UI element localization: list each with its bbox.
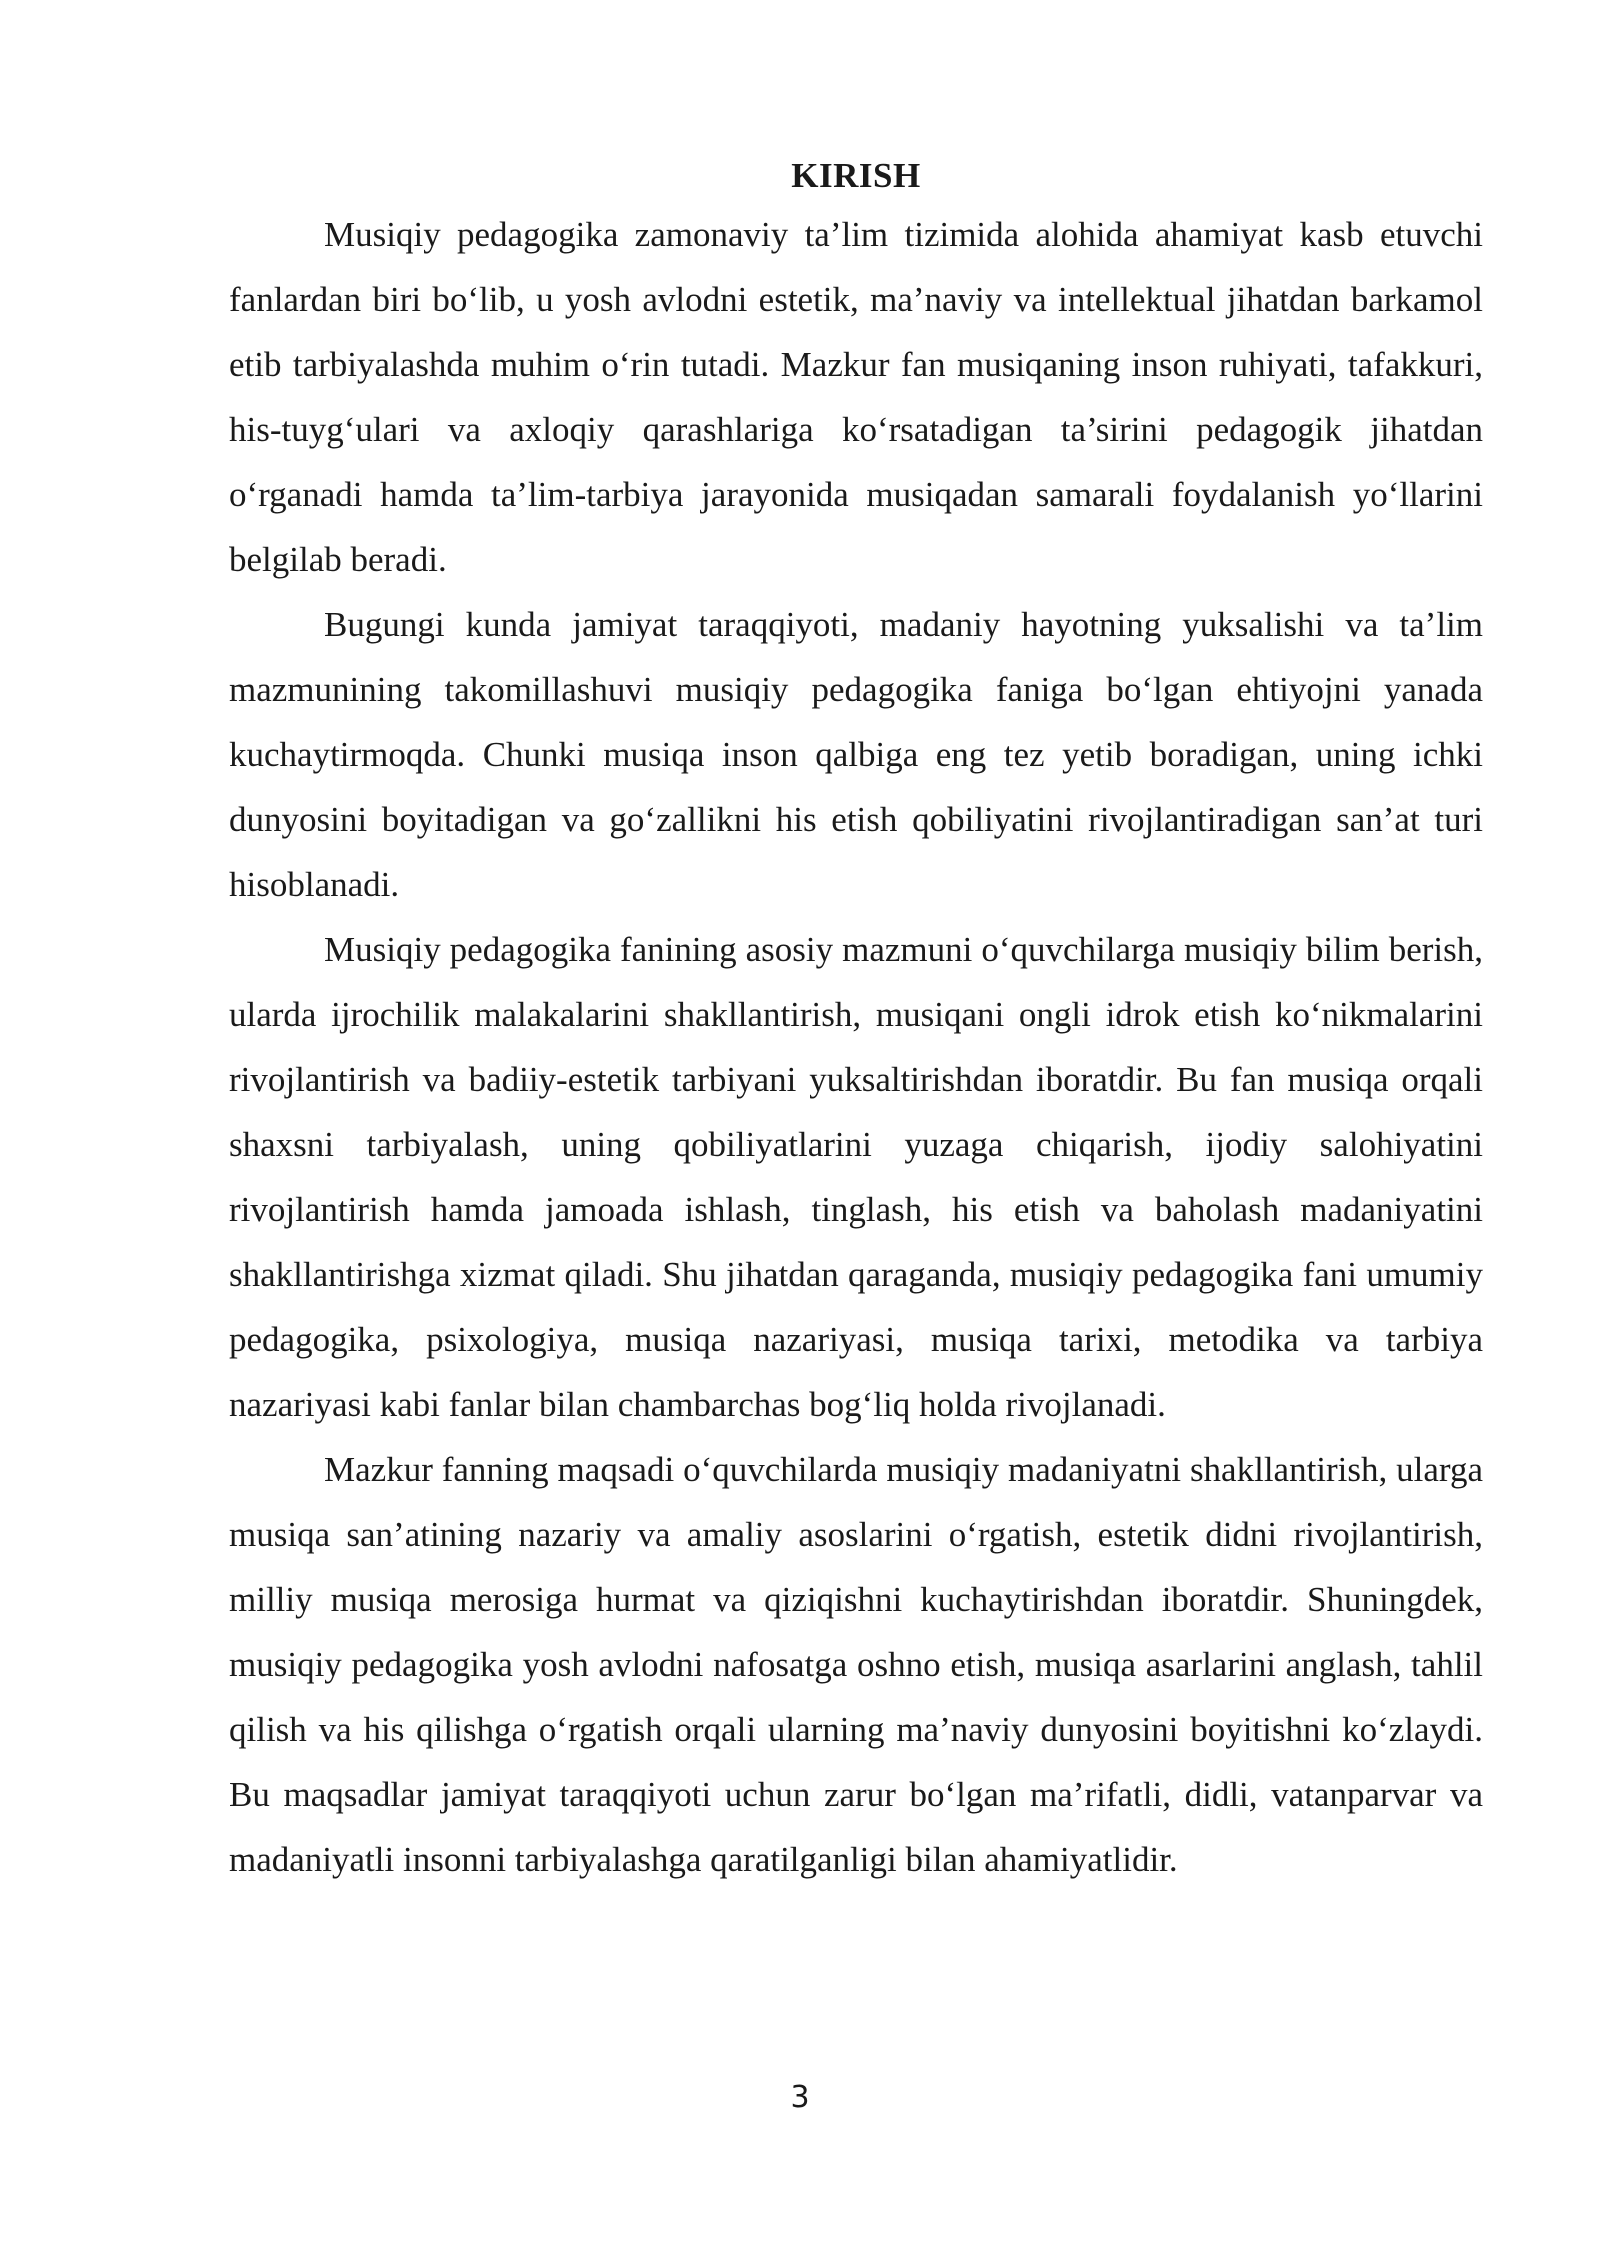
paragraph-2: Bugungi kunda jamiyat taraqqiyoti, madaniy hayotning yuksalishi va ta’lim mazmunining takomillashuvi musiqiy pedagogika faniga bo‘lgan ehtiyojni yanada kuchaytirmoqda. Chunki musiqa inson qalbiga eng tez yetib boradigan, uning ichki dunyosini boyitadigan va go‘zallikni his etish qobiliyatini rivojlantiradigan san’at turi hisoblanadi. — [229, 605, 1483, 904]
paragraph-1: Musiqiy pedagogika zamonaviy ta’lim tizimida alohida ahamiyat kasb etuvchi fanlardan biri bo‘lib, u yosh avlodni estetik, ma’naviy va intellektual jihatdan barkamol etib tarbiyalashda muhim o‘rin tutadi. Mazkur fan musiqaning inson ruhiyati, tafakkuri, his-tuyg‘ulari va axloqiy qarashlariga ko‘rsatadigan ta’sirini pedagogik jihatdan o‘rganadi hamda ta’lim-tarbiya jarayonida musiqadan samarali foydalanish yo‘llarini belgilab beradi. — [229, 215, 1483, 579]
page-number: 3 — [790, 2080, 810, 2115]
paragraph-4: Mazkur fanning maqsadi o‘quvchilarda musiqiy madaniyatni shakllantirish, ularga musiqa san’atining nazariy va amaliy asoslarini o‘rgatish, estetik didni rivojlantirish, milliy musiqa merosiga hurmat va qiziqishni kuchaytirishdan iboratdir. Shuningdek, musiqiy pedagogika yosh avlodni nafosatga oshno etish, musiqa asarlarini anglash, tahlil qilish va his qilishga o‘rgatish orqali ularning ma’naviy dunyosini boyitishni ko‘zlaydi. Bu maqsadlar jamiyat taraqqiyoti uchun zarur bo‘lgan ma’rifatli, didli, vatanparvar va madaniyatli insonni tarbiyalashga qaratilganligi bilan ahamiyatlidir. — [229, 1450, 1483, 1879]
paragraph-3: Musiqiy pedagogika fanining asosiy mazmuni o‘quvchilarga musiqiy bilim berish, ularda ijrochilik malakalarini shakllantirish, musiqani ongli idrok etish ko‘nikmalarini rivojlantirish va badiiy-estetik tarbiyani yuksaltirishdan iboratdir. Bu fan musiqa orqali shaxsni tarbiyalash, uning qobiliyatlarini yuzaga chiqarish, ijodiy salohiyatini rivojlantirish hamda jamoada ishlash, tinglash, his etish va baholash madaniyatini shakllantirishga xizmat qiladi. Shu jihatdan qaraganda, musiqiy pedagogika fani umumiy pedagogika, psixologiya, musiqa nazariyasi, musiqa tarixi, metodika va tarbiya nazariyasi kabi fanlar bilan chambarchas bog‘liq holda rivojlanadi. — [229, 930, 1483, 1424]
page-content — [229, 150, 1483, 1892]
section-heading: KIRISH — [791, 156, 921, 195]
